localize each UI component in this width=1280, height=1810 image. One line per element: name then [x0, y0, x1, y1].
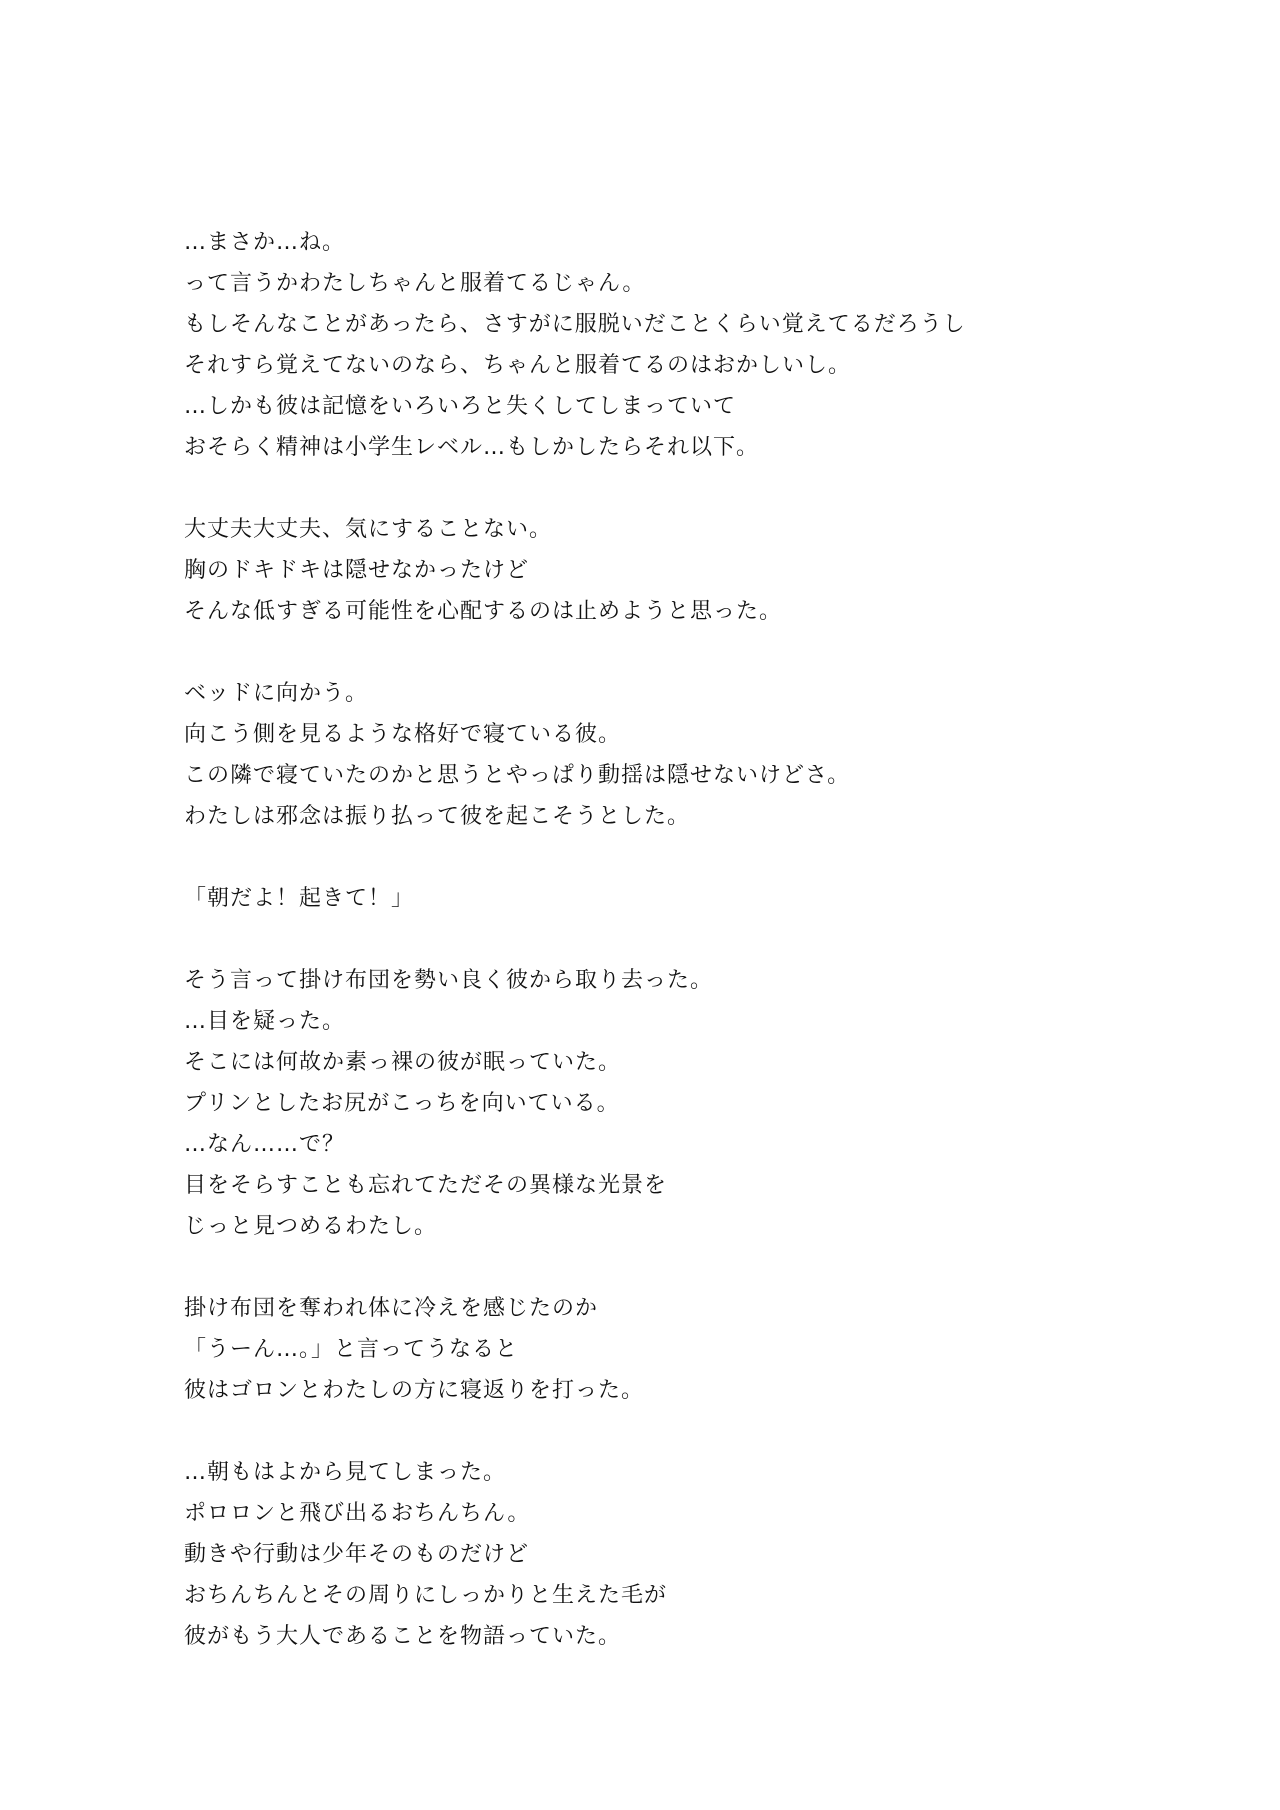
story-text	[184, 222, 1184, 1698]
text-line: ベッドに向かう。	[184, 681, 369, 706]
dialogue-line: 「朝だよ！起きて！」	[184, 886, 415, 911]
paragraph	[184, 1452, 1184, 1657]
text-line: って言うかわたしちゃんと服着てるじゃん。	[184, 271, 646, 296]
text-line: じっと見つめるわたし。	[184, 1214, 438, 1239]
text-line: 掛け布団を奪われ体に冷えを感じたのか	[184, 1296, 599, 1321]
text-line: …なん……で？	[184, 1132, 346, 1157]
text-line: おそらく精神は小学生レベル…もしかしたらそれ以下。	[184, 435, 760, 460]
paragraph	[184, 673, 1184, 837]
text-line: 彼がもう大人であることを物語っていた。	[184, 1624, 622, 1649]
paragraph	[184, 1288, 1184, 1411]
paragraph	[184, 509, 1184, 632]
paragraph	[184, 222, 1184, 468]
paragraph	[184, 878, 1184, 919]
text-line: 動きや行動は少年そのものだけど	[184, 1542, 530, 1567]
text-line: もしそんなことがあったら、さすがに服脱いだことくらい覚えてるだろうし	[184, 312, 966, 337]
text-line: …朝もはよから見てしまった。	[184, 1460, 507, 1485]
text-line: おちんちんとその周りにしっかりと生えた毛が	[184, 1583, 668, 1608]
text-line: 向こう側を見るような格好で寝ている彼。	[184, 722, 622, 747]
text-line: …まさか…ね。	[184, 230, 346, 255]
text-line: この隣で寝ていたのかと思うとやっぱり動揺は隠せないけどさ。	[184, 763, 851, 788]
text-line: …目を疑った。	[184, 1009, 346, 1034]
text-line: それすら覚えてないのなら、ちゃんと服着てるのはおかしいし。	[184, 353, 852, 378]
text-line: わたしは邪念は振り払って彼を起こそうとした。	[184, 804, 691, 829]
text-line: そんな低すぎる可能性を心配するのは止めようと思った。	[184, 599, 783, 624]
text-line: 大丈夫大丈夫、気にすることない。	[184, 517, 553, 542]
text-line: そう言って掛け布団を勢い良く彼から取り去った。	[184, 968, 714, 993]
text-line: プリンとしたお尻がこっちを向いている。	[184, 1091, 620, 1116]
text-line: 「うーん…。」と言ってうなると	[184, 1337, 519, 1362]
text-line: ポロロンと飛び出るおちんちん。	[184, 1501, 531, 1526]
text-line: …しかも彼は記憶をいろいろと失くしてしまっていて	[184, 394, 737, 419]
text-line: 胸のドキドキは隠せなかったけど	[184, 558, 530, 583]
text-line: そこには何故か素っ裸の彼が眠っていた。	[184, 1050, 622, 1075]
paragraph	[184, 960, 1184, 1247]
text-line: 彼はゴロンとわたしの方に寝返りを打った。	[184, 1378, 645, 1403]
text-line: 目をそらすことも忘れてただその異様な光景を	[184, 1173, 668, 1198]
